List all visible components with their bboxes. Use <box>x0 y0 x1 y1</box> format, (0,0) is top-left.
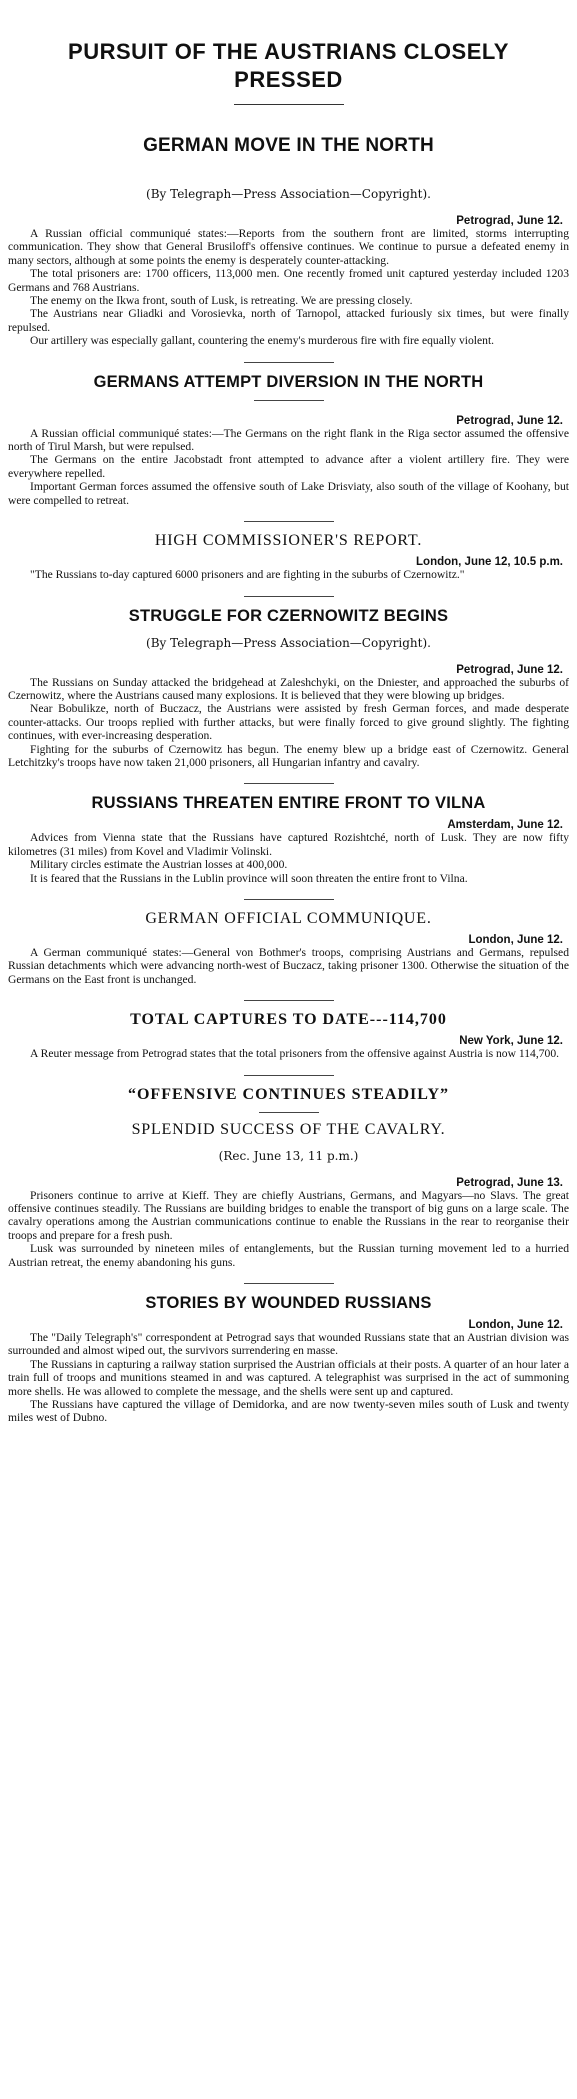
section-divider <box>244 596 334 597</box>
headline-rule <box>234 104 344 105</box>
paragraph: A Reuter message from Petrograd states that the total prisoners from the offensive against Austria is now 114,700. <box>30 1047 560 1061</box>
paragraph: Fighting for the suburbs of Czernowitz has begun. The enemy blew up a bridge east of Czernowitz. General Letchitzky's troops have now taken 21,000 prisoners, all Hungarian infantry and cavalry. <box>8 742 569 769</box>
dateline: Petrograd, June 13. <box>456 1176 563 1189</box>
section-heading: HIGH COMMISSIONER'S REPORT. <box>154 532 423 550</box>
article-section-wounded <box>8 1294 569 1425</box>
paragraph: A Russian official communiqué states:—The Germans on the right flank in the Riga sector assumed the offensive north of Tirul Marsh, but were repulsed. <box>8 426 569 454</box>
section-divider <box>244 362 334 363</box>
article-section-total-captures <box>8 1011 569 1060</box>
paragraph: The enemy on the Ikwa front, south of Lusk, is retreating. We are pressing closely. <box>30 294 413 308</box>
paragraph: Military circles estimate the Austrian losses at 400,000. <box>30 858 288 872</box>
dateline: Amsterdam, June 12. <box>447 819 563 832</box>
heading-rule <box>254 400 324 401</box>
main-headline <box>28 38 549 94</box>
section-heading: “OFFENSIVE CONTINUES STEADILY” <box>127 1085 450 1103</box>
paragraph: The Austrians near Gliadki and Vorosievka, north of Tarnopol, attacked furiously six times, but were finally repulsed. <box>8 307 569 334</box>
section-divider <box>244 783 334 784</box>
paragraph: A German communiqué states:—General von Bothmer's troops, comprising Austrians and Germans, repulsed Russian detachments which were advancing north-west of Buczacz, taking prisoner 1300. Otherwise the situation of the Germans on the East front is unchanged. <box>8 945 569 986</box>
dateline: Petrograd, June 12. <box>456 414 563 427</box>
paragraph: The Germans on the entire Jacobstadt front attempted to advance after a violent artillery fire. They were everywhere repelled. <box>8 453 569 480</box>
paragraph: A Russian official communiqué states:—Reports from the southern front are limited, storms interrupting communication. They show that General Brusiloff's offensive continues. We continue to pursue a defeated enemy in many sectors, although at some points the enemy is desperately counter-attacking. <box>8 227 569 267</box>
paragraph: The Russians have captured the village of Demidorka, and are now twenty-seven miles south of Lusk and twenty miles west of Dubno. <box>8 1398 569 1425</box>
dateline: London, June 12. <box>468 933 563 946</box>
section-heading: RUSSIANS THREATEN ENTIRE FRONT TO VILNA <box>91 794 486 813</box>
article-section-vilna <box>8 794 569 885</box>
newspaper-page <box>0 38 577 1425</box>
paragraph: Prisoners continue to arrive at Kieff. They are chiefly Austrians, Germans, and Magyars—no Slavs. The great offensive continues steadily. The Russians are building bridges to enable the transport of big guns on a large scale. The cavalry operations among the Austrian communications continue to enable the Russians in the rear to reorganise their troops and prepare for a fresh push. <box>8 1188 569 1242</box>
dateline: Petrograd, June 12. <box>456 215 563 227</box>
received-note: (Rec. June 13, 11 p.m.) <box>218 1148 359 1163</box>
paragraph: The "Daily Telegraph's" correspondent at Petrograd says that wounded Russians state that an Austrian division was surrounded and almost wiped out, the survivors surrendering en masse. <box>8 1331 569 1358</box>
section-subheading: SPLENDID SUCCESS OF THE CAVALRY. <box>131 1120 446 1138</box>
heading-rule <box>259 1112 319 1113</box>
section-heading: STRUGGLE FOR CZERNOWITZ BEGINS <box>128 606 449 625</box>
paragraph: Important German forces assumed the offensive south of Lake Drisviaty, also south of the village of Koohany, but were compelled to retreat. <box>8 480 569 507</box>
article-section-offensive <box>8 1086 569 1269</box>
article-section-german-communique <box>8 910 569 986</box>
paragraph: The Russians on Sunday attacked the bridgehead at Zaleshchyki, on the Dniester, and approached the suburbs of Czernowitz, where the Austrians caused many explosions. It is believed that they were blowing up bridges. <box>8 675 569 702</box>
paragraph: "The Russians to-day captured 6000 prisoners and are fighting in the suburbs of Czernowitz." <box>30 568 465 582</box>
headline-line-2: PRESSED <box>234 67 343 92</box>
paragraph: It is feared that the Russians in the Lublin province will soon threaten the entire front to Vilna. <box>30 871 468 885</box>
press-credit: (By Telegraph—Press Association—Copyright). <box>146 635 431 650</box>
subheadline: GERMAN MOVE IN THE NORTH <box>143 135 434 156</box>
paragraph: Advices from Vienna state that the Russians have captured Rozishtché, north of Lusk. They are now fifty kilometres (31 miles) from Kovel and Vladimir Volinski. <box>8 831 569 858</box>
section-heading: GERMANS ATTEMPT DIVERSION IN THE NORTH <box>93 372 484 391</box>
section-divider <box>244 1075 334 1076</box>
article-section-high-commissioner <box>8 532 569 581</box>
headline-line-1: PURSUIT OF THE AUSTRIANS CLOSELY <box>68 39 509 64</box>
dateline: London, June 12, 10.5 p.m. <box>416 556 563 569</box>
paragraph: The Russians in capturing a railway station surprised the Austrian officials at their posts. A quarter of an hour later a train full of troops and munitions steamed in and was captured. A telegraphist was surprised in the act of summoning more shells. He was allowed to complete the message, and the shells were sent up and captured. <box>8 1357 569 1398</box>
paragraph: Lusk was surrounded by nineteen miles of entanglements, but the Russian turning movement led to a hurried Austrian retreat, the enemy abandoning his guns. <box>8 1242 569 1269</box>
section-divider <box>244 1000 334 1001</box>
section-heading: GERMAN OFFICIAL COMMUNIQUE. <box>145 909 432 927</box>
dateline: New York, June 12. <box>459 1035 563 1048</box>
press-credit: (By Telegraph—Press Association—Copyright). <box>146 187 431 201</box>
article-section-czernowitz <box>8 607 569 770</box>
section-heading: STORIES BY WOUNDED RUSSIANS <box>145 1294 432 1313</box>
dateline: Petrograd, June 12. <box>456 663 563 676</box>
paragraph: The total prisoners are: 1700 officers, 113,000 men. One recently fromed unit captured yesterday included 1203 Germans and 768 Austrians. <box>8 267 569 294</box>
article-section-main <box>8 215 569 348</box>
section-divider <box>244 899 334 900</box>
paragraph: Our artillery was especially gallant, countering the enemy's murderous fire with fire equally violent. <box>30 334 495 348</box>
section-divider <box>244 1283 334 1284</box>
dateline: London, June 12. <box>468 1319 563 1332</box>
paragraph: Near Bobulikze, north of Buczacz, the Austrians were assisted by fresh German forces, and made desperate counter-attacks. Our troops replied with further attacks, but were finally forced to give ground slightly. The fighting continues, with ever-increasing desperation. <box>8 702 569 743</box>
section-divider <box>244 521 334 522</box>
section-heading: TOTAL CAPTURES TO DATE---114,700 <box>130 1011 447 1029</box>
article-section-diversion <box>8 373 569 507</box>
